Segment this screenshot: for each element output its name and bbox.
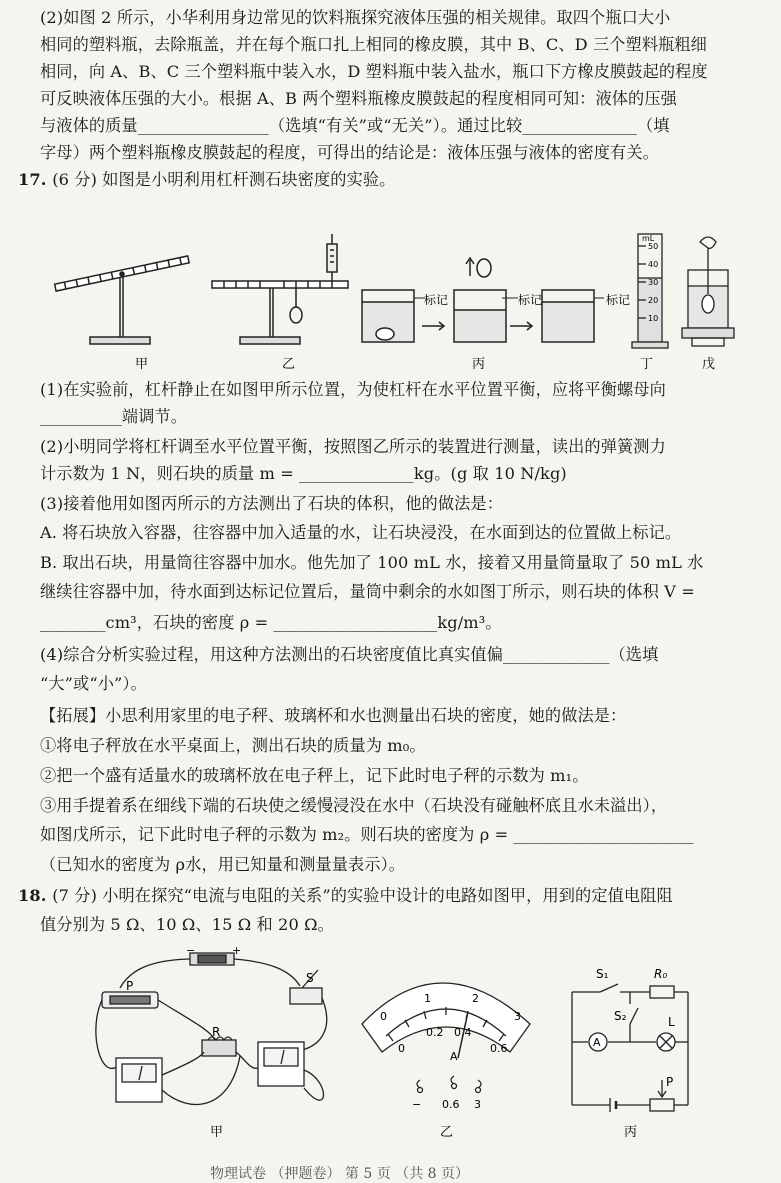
tick-30: 30 (648, 278, 659, 287)
label-R0: R₀ (654, 967, 668, 981)
battery-plus: + (232, 944, 242, 957)
q17-figure (40, 198, 760, 374)
dial-top-2: 2 (472, 992, 479, 1005)
dial-bottom-0: 0 (398, 1042, 405, 1055)
terminal-minus: − (412, 1098, 422, 1111)
label-L: L (668, 1015, 675, 1029)
q17-line-3: (2)小明同学将杠杆调至水平位置平衡，按照图乙所示的装置进行测量，读出的弹簧测力 (40, 437, 666, 456)
dial-top-3: 3 (514, 1010, 521, 1023)
label-S2: S₂ (614, 1009, 627, 1023)
dial-bottom-02: 0.2 (426, 1026, 444, 1039)
q18-number: 18. (18, 886, 47, 905)
tick-50: 50 (648, 242, 659, 251)
q16-line-5: 与液体的质量________________（选填“有关”或“无关”）。通过比较______________（填 (40, 116, 670, 135)
containers-bing (362, 258, 604, 342)
dial-top-0: 0 (380, 1010, 387, 1023)
q16-line-1: (2)如图 2 所示，小华利用身边常见的饮料瓶探究液体压强的相关规律。取四个瓶口大小 (40, 8, 671, 27)
q17-line-7: B. 取出石块，用量筒往容器中加水。他先加了 100 mL 水，接着又用量筒量取了 50 mL 水 (40, 553, 704, 572)
label18-jia: 甲 (210, 1125, 224, 1140)
label-P-bing: P (666, 1075, 674, 1089)
dial-bottom-04: 0.4 (454, 1026, 472, 1039)
tick-20: 20 (648, 296, 659, 305)
mark-label-2: 标记 (518, 293, 543, 307)
label-yi: 乙 (282, 357, 296, 372)
q16-line-2: 相同的塑料瓶，去除瓶盖，并在每个瓶口扎上相同的橡皮膜，其中 B、C、D 三个塑料瓶粗细 (40, 35, 707, 54)
q17-stem-text: (6 分) 如图是小明利用杠杆测石块密度的实验。 (52, 170, 396, 189)
label-P: P (126, 979, 134, 993)
tick-10: 10 (648, 314, 659, 323)
dial-top-1: 1 (424, 992, 431, 1005)
q17-line-1: (1)在实验前，杠杆静止在如图甲所示位置，为使杠杆在水平位置平衡，应将平衡螺母向 (40, 380, 666, 399)
q17-line-8: 继续往容器中加，待水面到达标记位置后，量筒中剩余的水如图丁所示，则石块的体积 V = (40, 582, 695, 601)
q17-line-6: A. 将石块放入容器，往容器中加入适量的水，让石块浸没，在水面到达的位置做上标记。 (40, 523, 682, 542)
lever-yi (212, 234, 348, 344)
q17-line-12: 【拓展】小思利用家里的电子秤、玻璃杯和水也测量出石块的密度，她的做法是： (40, 706, 627, 725)
q16-line-3: 相同，向 A、B、C 三个塑料瓶中装入水，D 塑料瓶中装入盐水，瓶口下方橡皮膜鼓起的程度 (40, 62, 708, 81)
q17-line-10: (4)综合分析实验过程，用这种方法测出的石块密度值比真实值偏_____________（选填 (40, 645, 659, 664)
dial-bottom-06: 0.6 (490, 1042, 508, 1055)
dial-unit-A: A (450, 1050, 458, 1063)
label-ding: 丁 (640, 357, 654, 372)
label-wu: 戊 (702, 357, 716, 372)
q17-line-17: （已知水的密度为 ρ水，用已知量和测量量表示）。 (40, 855, 406, 874)
cylinder-ding (632, 234, 668, 348)
q18-stem (18, 884, 758, 908)
q17-line-9: ________cm³，石块的密度 ρ = ____________________kg/m³。 (40, 613, 502, 632)
battery-minus: − (186, 944, 196, 957)
q17-line-15: ③用手提着系在细线下端的石块使之缓慢浸没在水中（石块没有碰触杯底且水未溢出）， (40, 796, 668, 815)
ammeter-symbol-A: A (593, 1036, 601, 1049)
q18-figure (90, 940, 730, 1148)
label-bing: 丙 (472, 357, 486, 372)
mark-label-3: 标记 (606, 293, 631, 307)
q18-stem-2: 值分别为 5 Ω、10 Ω、15 Ω 和 20 Ω。 (40, 915, 334, 934)
q16-line-4: 可反映液体压强的大小。根据 A、B 两个塑料瓶橡皮膜鼓起的程度相同可知：液体的压强 (40, 89, 677, 108)
q17-line-16: 如图戊所示，记下此时电子秤的示数为 m₂。则石块的密度为 ρ = ______________________ (40, 825, 694, 844)
label18-bing: 丙 (624, 1125, 638, 1140)
label18-yi: 乙 (440, 1125, 454, 1140)
cylinder-unit: mL (642, 234, 655, 243)
q17-line-4: 计示数为 1 N，则石块的质量 m = ______________kg。(g 取 10 N/kg) (40, 464, 567, 483)
terminal-3: 3 (474, 1098, 481, 1111)
label-R: R (212, 1025, 221, 1039)
q17-number: 17. (18, 170, 47, 189)
lever-jia (55, 256, 189, 344)
tick-40: 40 (648, 260, 659, 269)
q17-line-14: ②把一个盛有适量水的玻璃杯放在电子秤上，记下此时电子秤的示数为 m₁。 (40, 766, 589, 785)
q17-stem (18, 168, 758, 192)
mark-label-1: 标记 (424, 293, 449, 307)
label-S1: S₁ (596, 967, 609, 981)
beaker-wu (682, 237, 734, 346)
ammeter-dial (362, 983, 530, 1093)
page-footer: 物理试卷 （押题卷） 第 5 页 （共 8 页） (210, 1166, 469, 1182)
q18-stem-text: (7 分) 小明在探究“电流与电阻的关系”的实验中设计的电路如图甲，用到的定值电阻阻 (52, 886, 673, 905)
q17-line-2: __________端调节。 (40, 407, 188, 426)
q17-line-5: (3)接着他用如图丙所示的方法测出了石块的体积，他的做法是： (40, 494, 503, 513)
label-S: S (306, 971, 314, 985)
circuit-bing (572, 984, 688, 1112)
q17-line-13: ①将电子秤放在水平桌面上，测出石块的质量为 m₀。 (40, 736, 426, 755)
q16-line-6: 字母）两个塑料瓶橡皮膜鼓起的程度，可得出的结论是：液体压强与液体的密度有关。 (40, 143, 659, 162)
label-jia: 甲 (135, 357, 149, 372)
terminal-06: 0.6 (442, 1098, 460, 1111)
q17-line-11: “大”或“小”）。 (40, 674, 147, 693)
